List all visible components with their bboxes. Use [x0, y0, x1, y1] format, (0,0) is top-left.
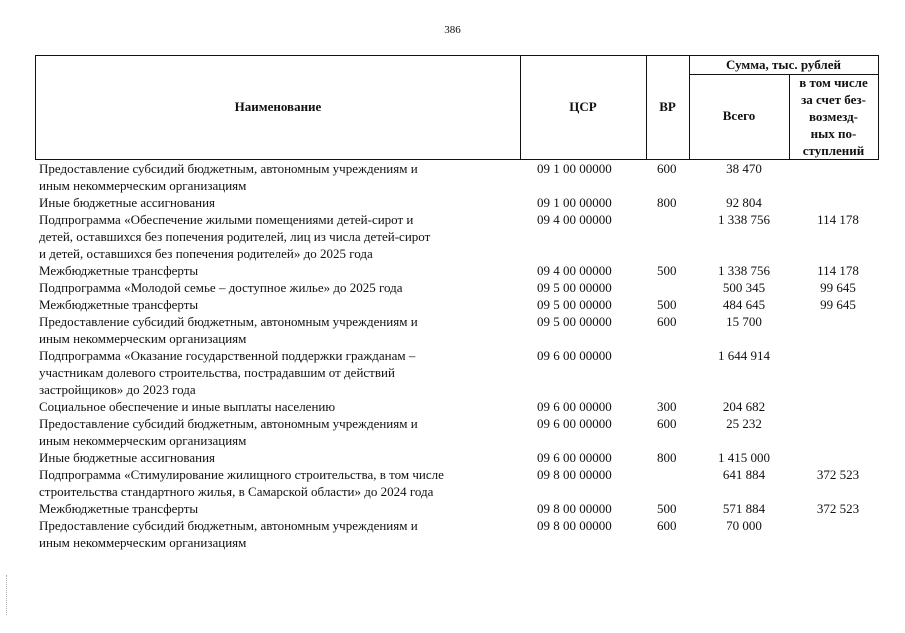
header-vr: ВР [659, 99, 676, 114]
row-total: 641 884 [722, 467, 766, 482]
row-name [39, 415, 519, 449]
row-sub: 99 645 [820, 297, 856, 312]
row-total: 1 338 756 [718, 212, 770, 227]
row-sub: 372 523 [816, 501, 860, 516]
row-name-line: детей, оставшихся без попечения родителей, лиц из числа детей-сирот [39, 229, 431, 244]
table-row [39, 449, 879, 466]
row-name [39, 466, 519, 500]
row-csr: 09 6 00 00000 [537, 348, 612, 363]
row-name-line: Подпрограмма «Обеспечение жилыми помещениями детей-сирот и [39, 212, 414, 227]
table-row [39, 194, 879, 211]
margin-mark [6, 575, 8, 615]
row-name [39, 279, 519, 296]
row-name [39, 296, 519, 313]
header-sum-group: Сумма, тыс. рублей [726, 57, 841, 72]
row-name [39, 194, 519, 211]
row-name-line: Межбюджетные трансферты [39, 501, 199, 516]
row-name-line: Предоставление субсидий бюджетным, автономным учреждениям и [39, 314, 418, 329]
row-name-line: Иные бюджетные ассигнования [39, 450, 216, 465]
row-csr: 09 5 00 00000 [537, 297, 612, 312]
row-total: 500 345 [722, 280, 766, 295]
row-vr: 300 [657, 399, 677, 414]
row-csr: 09 4 00 00000 [537, 263, 612, 278]
row-sub: 114 178 [817, 263, 859, 278]
row-name-line: Подпрограмма «Оказание государственной поддержки гражданам – [39, 348, 416, 363]
row-vr: 600 [657, 314, 677, 329]
row-name [39, 500, 519, 517]
row-name-line: Межбюджетные трансферты [39, 297, 199, 312]
row-name [39, 449, 519, 466]
page-number: 386 [444, 24, 461, 36]
row-name-line: Межбюджетные трансферты [39, 263, 199, 278]
row-total: 1 415 000 [718, 450, 770, 465]
table-row [39, 313, 879, 347]
row-vr: 500 [657, 501, 677, 516]
row-total: 15 700 [726, 314, 762, 329]
row-total: 484 645 [722, 297, 766, 312]
row-total: 70 000 [726, 518, 762, 533]
row-csr: 09 4 00 00000 [537, 212, 612, 227]
row-name [39, 347, 519, 398]
row-sub: 114 178 [817, 212, 859, 227]
row-total: 38 470 [726, 161, 762, 176]
row-sub: 372 523 [816, 467, 860, 482]
row-name [39, 313, 519, 347]
row-csr: 09 1 00 00000 [537, 195, 612, 210]
row-name-line: строительства стандартного жилья, в Самарской области» до 2024 года [39, 484, 434, 499]
row-csr: 09 6 00 00000 [537, 416, 612, 431]
row-total: 92 804 [726, 195, 762, 210]
row-name-line: Подпрограмма «Молодой семье – доступное жилье» до 2025 года [39, 280, 403, 295]
row-name-line: иным некоммерческим организациям [39, 331, 247, 346]
table-row [39, 211, 879, 262]
row-vr: 500 [657, 263, 677, 278]
table-row [39, 296, 879, 313]
header-total: Всего [722, 108, 756, 123]
row-vr: 600 [657, 416, 677, 431]
row-csr: 09 8 00 00000 [537, 467, 612, 482]
row-total: 1 338 756 [718, 263, 770, 278]
row-total: 571 884 [722, 501, 766, 516]
row-name [39, 262, 519, 279]
table-row [39, 347, 879, 398]
row-name-line: застройщиков» до 2023 года [39, 382, 196, 397]
table-row [39, 398, 879, 415]
row-name-line: Иные бюджетные ассигнования [39, 195, 216, 210]
row-name [39, 517, 519, 551]
row-total: 1 644 914 [718, 348, 770, 363]
table-row [39, 160, 879, 194]
row-csr: 09 8 00 00000 [537, 501, 612, 516]
table-row [39, 517, 879, 551]
table-row [39, 500, 879, 517]
row-sub: 99 645 [820, 280, 856, 295]
row-csr: 09 6 00 00000 [537, 399, 612, 414]
row-name-line: Предоставление субсидий бюджетным, автономным учреждениям и [39, 161, 418, 176]
header-including-line: в том числе [799, 74, 868, 90]
row-name [39, 398, 519, 415]
header-including-line: возмезд- [809, 108, 858, 124]
row-name-line: Подпрограмма «Стимулирование жилищного строительства, в том числе [39, 467, 444, 482]
row-name-line: участникам долевого строительства, пострадавшим от действий [39, 365, 395, 380]
row-vr: 800 [657, 195, 677, 210]
row-name-line: Предоставление субсидий бюджетным, автономным учреждениям и [39, 416, 418, 431]
table-row [39, 466, 879, 500]
row-csr: 09 5 00 00000 [537, 280, 612, 295]
row-name [39, 160, 519, 194]
table-row [39, 279, 879, 296]
row-csr: 09 6 00 00000 [537, 450, 612, 465]
row-vr: 600 [657, 161, 677, 176]
row-vr: 800 [657, 450, 677, 465]
header-including-line: ных по- [810, 125, 857, 141]
row-name-line: Социальное обеспечение и иные выплаты населению [39, 399, 336, 414]
row-name-line: и детей, оставшихся без попечения родителей» до 2025 года [39, 246, 373, 261]
row-vr: 600 [657, 518, 677, 533]
table-row [39, 262, 879, 279]
header-including-line: ступлений [802, 142, 865, 158]
header-csr: ЦСР [569, 99, 597, 114]
row-csr: 09 8 00 00000 [537, 518, 612, 533]
row-total: 25 232 [726, 416, 762, 431]
row-name-line: Предоставление субсидий бюджетным, автономным учреждениям и [39, 518, 418, 533]
table-row [39, 415, 879, 449]
row-csr: 09 1 00 00000 [537, 161, 612, 176]
row-csr: 09 5 00 00000 [537, 314, 612, 329]
table-header [35, 55, 879, 160]
header-name: Наименование [234, 99, 322, 114]
header-including-line: за счет без- [801, 91, 866, 107]
row-name-line: иным некоммерческим организациям [39, 433, 247, 448]
header-including [789, 74, 878, 158]
row-name [39, 211, 519, 262]
row-vr: 500 [657, 297, 677, 312]
row-name-line: иным некоммерческим организациям [39, 178, 247, 193]
row-total: 204 682 [722, 399, 766, 414]
row-name-line: иным некоммерческим организациям [39, 535, 247, 550]
